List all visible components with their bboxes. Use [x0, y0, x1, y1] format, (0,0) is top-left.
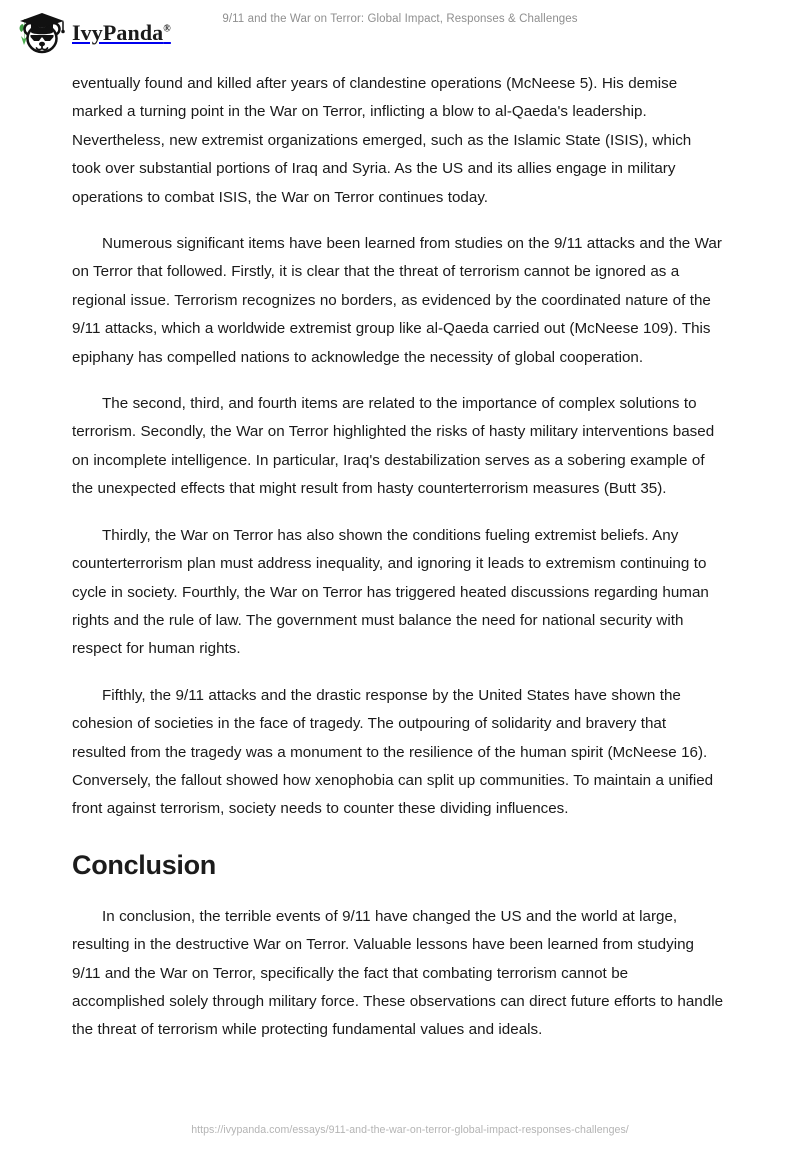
paragraph-extremist-conditions: Thirdly, the War on Terror has also shown the conditions fueling extremist beliefs. Any counterterrorism plan must address inequality, and ignoring it leads to extremism continuing to cycle in society. Fourthly, the War on Terror has triggered heated discussions regarding human rights and the rule of law. The government must balance the need for national security with respect for human rights.	[72, 526, 709, 658]
brand-wordmark	[72, 22, 171, 44]
paragraph-conclusion: In conclusion, the terrible events of 9/11 have changed the US and the world at large, resulting in the destructive War on Terror. Valuable lessons have been learned from studying 9/11 and the War on Terror, specifically the fact that combating terrorism cannot be accomplished solely through military force. These observations can direct future efforts to handle the threat of terrorism while protecting fundamental values and ideals.	[72, 907, 724, 1039]
registered-mark-icon: ®	[163, 23, 171, 35]
paragraph-bin-laden-aftermath: eventually found and killed after years of clandestine operations (McNeese 5). His demise marked a turning point in the War on Terror, inflicting a blow to al-Qaeda's leadership. Nevertheless, new extremist organizations emerged, such as the Islamic State (ISIS), which took over substantial portions of Iraq and Syria. As the US and its allies engage in military operations to combat ISIS, the War on Terror continues today.	[72, 75, 692, 206]
section-heading-conclusion: Conclusion	[72, 849, 216, 880]
document-body	[72, 70, 724, 1063]
document-running-title: 9/11 and the War on Terror: Global Impact, Responses & Challenges	[222, 13, 578, 25]
page-footer	[0, 1120, 800, 1138]
paragraph-complex-solutions: The second, third, and fourth items are related to the importance of complex solutions to terrorism. Secondly, the War on Terror highlighted the risks of hasty military interventions based on incomplete intelligence. In particular, Iraq's destabilization serves as a sobering example of the unexpected effects that might result from hasty counterterrorism measures (Butt 35).	[72, 395, 715, 498]
paragraph-social-cohesion: Fifthly, the 9/11 attacks and the drastic response by the United States have shown the cohesion of societies in the face of tragedy. The outpouring of solidarity and bravery that resulted from the tragedy was a monument to the resilience of the human spirit (McNeese 16). Conversely, the fallout showed how xenophobia can split up communities. To maintain a unified front against terrorism, society needs to counter these dividing influences.	[72, 686, 714, 818]
brand-name-text: IvyPanda	[72, 20, 164, 45]
page-header	[0, 0, 800, 62]
paragraph-lessons-learned: Numerous significant items have been learned from studies on the 9/11 attacks and the War on Terror that followed. Firstly, it is clear that the threat of terrorism cannot be ignored as a regional issue. Terrorism recognizes no borders, as evidenced by the coordinated nature of the 9/11 attacks, which a worldwide extremist group like al-Qaeda carried out (McNeese 109). This epiphany has compelled nations to acknowledge the necessity of global cooperation.	[72, 235, 722, 366]
source-url-link[interactable]: https://ivypanda.com/essays/911-and-the-war-on-terror-global-impact-responses-challenges/	[191, 1124, 629, 1136]
